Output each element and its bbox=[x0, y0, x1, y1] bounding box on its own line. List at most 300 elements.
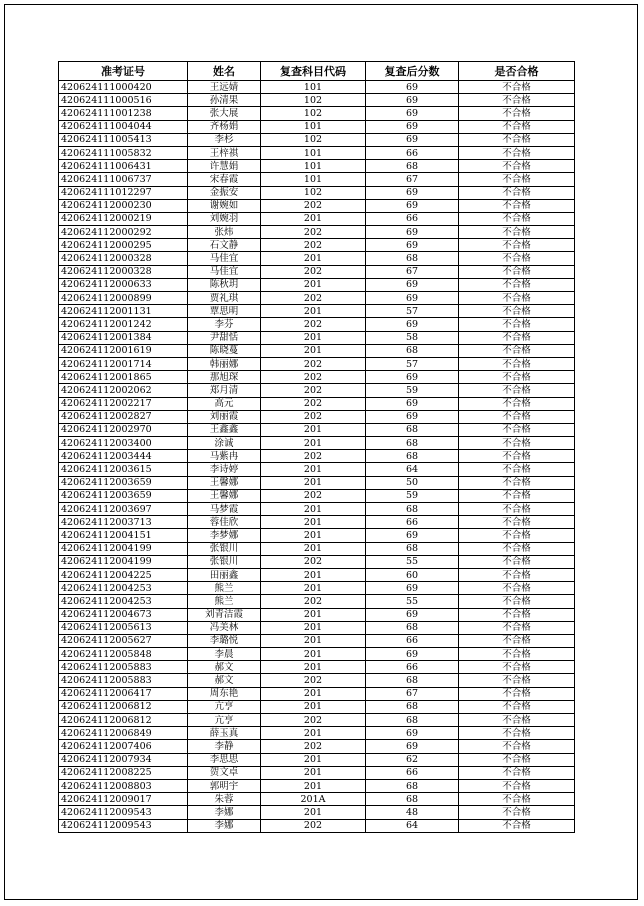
pass-status-cell: 不合格 bbox=[459, 608, 575, 621]
score-cell: 55 bbox=[366, 555, 459, 568]
score-cell: 69 bbox=[366, 371, 459, 384]
name-cell: 王馨娜 bbox=[188, 476, 261, 489]
table-row bbox=[59, 793, 575, 806]
exam-id-cell: 420624112007934 bbox=[59, 753, 188, 766]
name-cell: 涂诚 bbox=[188, 437, 261, 450]
score-cell: 66 bbox=[366, 766, 459, 779]
subject-code-cell: 202 bbox=[261, 357, 366, 370]
name-cell: 尹甜恬 bbox=[188, 331, 261, 344]
subject-code-cell: 201 bbox=[261, 582, 366, 595]
score-cell: 48 bbox=[366, 806, 459, 819]
table-row bbox=[59, 806, 575, 819]
score-cell: 55 bbox=[366, 595, 459, 608]
pass-status-cell: 不合格 bbox=[459, 371, 575, 384]
pass-status-cell: 不合格 bbox=[459, 582, 575, 595]
header-name: 姓名 bbox=[188, 62, 261, 81]
name-cell: 张炜 bbox=[188, 226, 261, 239]
pass-status-cell: 不合格 bbox=[459, 252, 575, 265]
subject-code-cell: 201 bbox=[261, 252, 366, 265]
subject-code-cell: 201 bbox=[261, 621, 366, 634]
pass-status-cell: 不合格 bbox=[459, 146, 575, 159]
table-row bbox=[59, 648, 575, 661]
exam-id-cell: 420624112000230 bbox=[59, 199, 188, 212]
name-cell: 亢亨 bbox=[188, 700, 261, 713]
subject-code-cell: 201 bbox=[261, 634, 366, 647]
name-cell: 李梦娜 bbox=[188, 529, 261, 542]
subject-code-cell: 202 bbox=[261, 674, 366, 687]
subject-code-cell: 202 bbox=[261, 384, 366, 397]
name-cell: 李思思 bbox=[188, 753, 261, 766]
exam-id-cell: 420624112004199 bbox=[59, 555, 188, 568]
exam-id-cell: 420624112004225 bbox=[59, 568, 188, 581]
exam-id-cell: 420624112004199 bbox=[59, 542, 188, 555]
subject-code-cell: 201 bbox=[261, 503, 366, 516]
exam-id-cell: 420624112006812 bbox=[59, 700, 188, 713]
subject-code-cell: 201 bbox=[261, 753, 366, 766]
score-cell: 69 bbox=[366, 81, 459, 94]
pass-status-cell: 不合格 bbox=[459, 173, 575, 186]
name-cell: 金振安 bbox=[188, 186, 261, 199]
exam-id-cell: 420624112001384 bbox=[59, 331, 188, 344]
score-cell: 69 bbox=[366, 226, 459, 239]
table-row bbox=[59, 450, 575, 463]
name-cell: 陈晓蔓 bbox=[188, 344, 261, 357]
exam-id-cell: 420624112003659 bbox=[59, 489, 188, 502]
name-cell: 谢婉如 bbox=[188, 199, 261, 212]
subject-code-cell: 201 bbox=[261, 700, 366, 713]
score-cell: 68 bbox=[366, 674, 459, 687]
pass-status-cell: 不合格 bbox=[459, 503, 575, 516]
table-row bbox=[59, 252, 575, 265]
subject-code-cell: 201 bbox=[261, 423, 366, 436]
name-cell: 熊兰 bbox=[188, 595, 261, 608]
pass-status-cell: 不合格 bbox=[459, 542, 575, 555]
table-row bbox=[59, 173, 575, 186]
exam-id-cell: 420624112002062 bbox=[59, 384, 188, 397]
header-exam-id: 准考证号 bbox=[59, 62, 188, 81]
score-cell: 68 bbox=[366, 503, 459, 516]
subject-code-cell: 201 bbox=[261, 648, 366, 661]
score-cell: 59 bbox=[366, 489, 459, 502]
name-cell: 周东艳 bbox=[188, 687, 261, 700]
pass-status-cell: 不合格 bbox=[459, 212, 575, 225]
pass-status-cell: 不合格 bbox=[459, 819, 575, 832]
name-cell: 马梦霞 bbox=[188, 503, 261, 516]
pass-status-cell: 不合格 bbox=[459, 766, 575, 779]
pass-status-cell: 不合格 bbox=[459, 160, 575, 173]
subject-code-cell: 202 bbox=[261, 199, 366, 212]
subject-code-cell: 201 bbox=[261, 278, 366, 291]
table-row bbox=[59, 779, 575, 792]
name-cell: 石文静 bbox=[188, 239, 261, 252]
table-row bbox=[59, 568, 575, 581]
exam-id-cell: 420624112001714 bbox=[59, 357, 188, 370]
subject-code-cell: 201 bbox=[261, 516, 366, 529]
pass-status-cell: 不合格 bbox=[459, 81, 575, 94]
pass-status-cell: 不合格 bbox=[459, 727, 575, 740]
pass-status-cell: 不合格 bbox=[459, 568, 575, 581]
score-cell: 67 bbox=[366, 687, 459, 700]
pass-status-cell: 不合格 bbox=[459, 661, 575, 674]
name-cell: 贺文卓 bbox=[188, 766, 261, 779]
name-cell: 齐杨娟 bbox=[188, 120, 261, 133]
pass-status-cell: 不合格 bbox=[459, 806, 575, 819]
score-cell: 66 bbox=[366, 146, 459, 159]
pass-status-cell: 不合格 bbox=[459, 239, 575, 252]
table-row bbox=[59, 503, 575, 516]
score-cell: 69 bbox=[366, 107, 459, 120]
table-row bbox=[59, 133, 575, 146]
score-cell: 69 bbox=[366, 410, 459, 423]
score-cell: 64 bbox=[366, 819, 459, 832]
exam-id-cell: 420624112001242 bbox=[59, 318, 188, 331]
table-row bbox=[59, 700, 575, 713]
exam-id-cell: 420624112003615 bbox=[59, 463, 188, 476]
pass-status-cell: 不合格 bbox=[459, 199, 575, 212]
subject-code-cell: 101 bbox=[261, 81, 366, 94]
subject-code-cell: 101 bbox=[261, 160, 366, 173]
pass-status-cell: 不合格 bbox=[459, 674, 575, 687]
exam-id-cell: 420624112005883 bbox=[59, 674, 188, 687]
exam-id-cell: 420624112001619 bbox=[59, 344, 188, 357]
score-cell: 66 bbox=[366, 661, 459, 674]
subject-code-cell: 201 bbox=[261, 727, 366, 740]
header-pass-status: 是否合格 bbox=[459, 62, 575, 81]
name-cell: 刘婉羽 bbox=[188, 212, 261, 225]
score-cell: 62 bbox=[366, 753, 459, 766]
table-row bbox=[59, 621, 575, 634]
header-score: 复查后分数 bbox=[366, 62, 459, 81]
table-row bbox=[59, 687, 575, 700]
subject-code-cell: 202 bbox=[261, 740, 366, 753]
name-cell: 刘青洁霞 bbox=[188, 608, 261, 621]
table-row bbox=[59, 212, 575, 225]
name-cell: 亢亨 bbox=[188, 714, 261, 727]
pass-status-cell: 不合格 bbox=[459, 292, 575, 305]
subject-code-cell: 102 bbox=[261, 186, 366, 199]
exam-id-cell: 420624111000420 bbox=[59, 81, 188, 94]
pass-status-cell: 不合格 bbox=[459, 476, 575, 489]
score-cell: 68 bbox=[366, 450, 459, 463]
name-cell: 郝文 bbox=[188, 661, 261, 674]
table-row bbox=[59, 305, 575, 318]
subject-code-cell: 201 bbox=[261, 476, 366, 489]
pass-status-cell: 不合格 bbox=[459, 120, 575, 133]
exam-id-cell: 420624112006849 bbox=[59, 727, 188, 740]
exam-id-cell: 420624112005883 bbox=[59, 661, 188, 674]
pass-status-cell: 不合格 bbox=[459, 450, 575, 463]
exam-id-cell: 420624112002217 bbox=[59, 397, 188, 410]
subject-code-cell: 201 bbox=[261, 806, 366, 819]
name-cell: 贾礼琪 bbox=[188, 292, 261, 305]
score-cell: 69 bbox=[366, 648, 459, 661]
subject-code-cell: 202 bbox=[261, 489, 366, 502]
table-row bbox=[59, 186, 575, 199]
score-cell: 67 bbox=[366, 173, 459, 186]
table-row bbox=[59, 423, 575, 436]
name-cell: 熊兰 bbox=[188, 582, 261, 595]
table-row bbox=[59, 740, 575, 753]
table-row bbox=[59, 318, 575, 331]
subject-code-cell: 202 bbox=[261, 714, 366, 727]
name-cell: 张银川 bbox=[188, 542, 261, 555]
name-cell: 朱蓉 bbox=[188, 793, 261, 806]
score-cell: 66 bbox=[366, 212, 459, 225]
score-cell: 68 bbox=[366, 437, 459, 450]
pass-status-cell: 不合格 bbox=[459, 489, 575, 502]
score-cell: 50 bbox=[366, 476, 459, 489]
score-cell: 69 bbox=[366, 133, 459, 146]
name-cell: 高元 bbox=[188, 397, 261, 410]
name-cell: 马紫冉 bbox=[188, 450, 261, 463]
exam-id-cell: 420624112000219 bbox=[59, 212, 188, 225]
pass-status-cell: 不合格 bbox=[459, 397, 575, 410]
table-row bbox=[59, 714, 575, 727]
score-cell: 64 bbox=[366, 463, 459, 476]
name-cell: 刘丽霞 bbox=[188, 410, 261, 423]
table-row bbox=[59, 463, 575, 476]
subject-code-cell: 102 bbox=[261, 133, 366, 146]
subject-code-cell: 101 bbox=[261, 120, 366, 133]
exam-id-cell: 420624111001238 bbox=[59, 107, 188, 120]
table-row bbox=[59, 542, 575, 555]
table-row bbox=[59, 489, 575, 502]
subject-code-cell: 201 bbox=[261, 529, 366, 542]
exam-id-cell: 420624112006417 bbox=[59, 687, 188, 700]
exam-id-cell: 420624111005832 bbox=[59, 146, 188, 159]
exam-id-cell: 420624111004044 bbox=[59, 120, 188, 133]
name-cell: 王梓祺 bbox=[188, 146, 261, 159]
score-cell: 66 bbox=[366, 634, 459, 647]
table-row bbox=[59, 292, 575, 305]
subject-code-cell: 101 bbox=[261, 146, 366, 159]
name-cell: 李芬 bbox=[188, 318, 261, 331]
name-cell: 李娜 bbox=[188, 806, 261, 819]
score-cell: 69 bbox=[366, 120, 459, 133]
table-row bbox=[59, 397, 575, 410]
exam-id-cell: 420624112002827 bbox=[59, 410, 188, 423]
subject-code-cell: 201 bbox=[261, 568, 366, 581]
table-row bbox=[59, 608, 575, 621]
score-cell: 69 bbox=[366, 397, 459, 410]
table-row bbox=[59, 146, 575, 159]
exam-id-cell: 420624112009017 bbox=[59, 793, 188, 806]
table-row bbox=[59, 595, 575, 608]
score-cell: 68 bbox=[366, 779, 459, 792]
exam-id-cell: 420624112000899 bbox=[59, 292, 188, 305]
pass-status-cell: 不合格 bbox=[459, 700, 575, 713]
exam-id-cell: 420624111000516 bbox=[59, 94, 188, 107]
pass-status-cell: 不合格 bbox=[459, 753, 575, 766]
pass-status-cell: 不合格 bbox=[459, 357, 575, 370]
name-cell: 李杉 bbox=[188, 133, 261, 146]
exam-id-cell: 420624112000292 bbox=[59, 226, 188, 239]
table-row bbox=[59, 516, 575, 529]
subject-code-cell: 202 bbox=[261, 410, 366, 423]
score-cell: 69 bbox=[366, 529, 459, 542]
name-cell: 李诗婷 bbox=[188, 463, 261, 476]
pass-status-cell: 不合格 bbox=[459, 186, 575, 199]
exam-id-cell: 420624112000328 bbox=[59, 265, 188, 278]
table-row bbox=[59, 384, 575, 397]
score-cell: 68 bbox=[366, 793, 459, 806]
score-cell: 69 bbox=[366, 582, 459, 595]
pass-status-cell: 不合格 bbox=[459, 305, 575, 318]
exam-id-cell: 420624112003697 bbox=[59, 503, 188, 516]
name-cell: 李璐悦 bbox=[188, 634, 261, 647]
score-cell: 68 bbox=[366, 542, 459, 555]
pass-status-cell: 不合格 bbox=[459, 740, 575, 753]
exam-id-cell: 420624112005613 bbox=[59, 621, 188, 634]
table-row bbox=[59, 476, 575, 489]
score-cell: 69 bbox=[366, 608, 459, 621]
table-row bbox=[59, 410, 575, 423]
table-row bbox=[59, 226, 575, 239]
name-cell: 韩丽娜 bbox=[188, 357, 261, 370]
exam-id-cell: 420624112000295 bbox=[59, 239, 188, 252]
header-subject-code: 复查科目代码 bbox=[261, 62, 366, 81]
table-row bbox=[59, 357, 575, 370]
score-cell: 68 bbox=[366, 423, 459, 436]
subject-code-cell: 202 bbox=[261, 239, 366, 252]
subject-code-cell: 202 bbox=[261, 265, 366, 278]
name-cell: 李静 bbox=[188, 740, 261, 753]
subject-code-cell: 202 bbox=[261, 318, 366, 331]
name-cell: 王鑫鑫 bbox=[188, 423, 261, 436]
pass-status-cell: 不合格 bbox=[459, 423, 575, 436]
score-cell: 66 bbox=[366, 516, 459, 529]
pass-status-cell: 不合格 bbox=[459, 107, 575, 120]
table-row bbox=[59, 766, 575, 779]
table-body bbox=[59, 81, 575, 833]
subject-code-cell: 201 bbox=[261, 779, 366, 792]
name-cell: 郭明宇 bbox=[188, 779, 261, 792]
score-cell: 69 bbox=[366, 292, 459, 305]
score-cell: 60 bbox=[366, 568, 459, 581]
table-row bbox=[59, 331, 575, 344]
pass-status-cell: 不合格 bbox=[459, 133, 575, 146]
subject-code-cell: 201 bbox=[261, 305, 366, 318]
score-cell: 58 bbox=[366, 331, 459, 344]
subject-code-cell: 202 bbox=[261, 819, 366, 832]
subject-code-cell: 202 bbox=[261, 555, 366, 568]
table-row bbox=[59, 81, 575, 94]
exam-id-cell: 420624111006737 bbox=[59, 173, 188, 186]
header-row bbox=[59, 62, 575, 81]
score-cell: 68 bbox=[366, 252, 459, 265]
table-row bbox=[59, 753, 575, 766]
exam-id-cell: 420624111006431 bbox=[59, 160, 188, 173]
exam-id-cell: 420624111012297 bbox=[59, 186, 188, 199]
subject-code-cell: 201A bbox=[261, 793, 366, 806]
table-row bbox=[59, 120, 575, 133]
exam-id-cell: 420624112002970 bbox=[59, 423, 188, 436]
exam-id-cell: 420624112009543 bbox=[59, 806, 188, 819]
results-table bbox=[58, 61, 575, 833]
exam-id-cell: 420624112001131 bbox=[59, 305, 188, 318]
table-row bbox=[59, 529, 575, 542]
pass-status-cell: 不合格 bbox=[459, 437, 575, 450]
table-row bbox=[59, 634, 575, 647]
exam-id-cell: 420624112001865 bbox=[59, 371, 188, 384]
table-row bbox=[59, 555, 575, 568]
subject-code-cell: 202 bbox=[261, 292, 366, 305]
subject-code-cell: 201 bbox=[261, 344, 366, 357]
table-row bbox=[59, 661, 575, 674]
exam-id-cell: 420624112007406 bbox=[59, 740, 188, 753]
exam-id-cell: 420624112003713 bbox=[59, 516, 188, 529]
exam-id-cell: 420624112006812 bbox=[59, 714, 188, 727]
score-cell: 68 bbox=[366, 714, 459, 727]
score-cell: 57 bbox=[366, 305, 459, 318]
pass-status-cell: 不合格 bbox=[459, 265, 575, 278]
exam-id-cell: 420624112004253 bbox=[59, 595, 188, 608]
pass-status-cell: 不合格 bbox=[459, 529, 575, 542]
pass-status-cell: 不合格 bbox=[459, 384, 575, 397]
pass-status-cell: 不合格 bbox=[459, 621, 575, 634]
table-row bbox=[59, 107, 575, 120]
name-cell: 许慧娟 bbox=[188, 160, 261, 173]
name-cell: 郝文 bbox=[188, 674, 261, 687]
pass-status-cell: 不合格 bbox=[459, 779, 575, 792]
subject-code-cell: 201 bbox=[261, 463, 366, 476]
score-cell: 69 bbox=[366, 278, 459, 291]
exam-id-cell: 420624112003400 bbox=[59, 437, 188, 450]
name-cell: 王远婧 bbox=[188, 81, 261, 94]
pass-status-cell: 不合格 bbox=[459, 331, 575, 344]
name-cell: 那旭琛 bbox=[188, 371, 261, 384]
table-row bbox=[59, 674, 575, 687]
name-cell: 李娜 bbox=[188, 819, 261, 832]
score-cell: 68 bbox=[366, 700, 459, 713]
name-cell: 张银川 bbox=[188, 555, 261, 568]
exam-id-cell: 420624112000633 bbox=[59, 278, 188, 291]
exam-id-cell: 420624112009543 bbox=[59, 819, 188, 832]
table-row bbox=[59, 727, 575, 740]
table-row bbox=[59, 582, 575, 595]
pass-status-cell: 不合格 bbox=[459, 648, 575, 661]
name-cell: 宋春霞 bbox=[188, 173, 261, 186]
score-cell: 68 bbox=[366, 160, 459, 173]
table-row bbox=[59, 819, 575, 832]
score-cell: 67 bbox=[366, 265, 459, 278]
pass-status-cell: 不合格 bbox=[459, 94, 575, 107]
name-cell: 冯美林 bbox=[188, 621, 261, 634]
subject-code-cell: 201 bbox=[261, 766, 366, 779]
name-cell: 孙清果 bbox=[188, 94, 261, 107]
table-row bbox=[59, 160, 575, 173]
pass-status-cell: 不合格 bbox=[459, 687, 575, 700]
score-cell: 59 bbox=[366, 384, 459, 397]
name-cell: 李晨 bbox=[188, 648, 261, 661]
table-row bbox=[59, 94, 575, 107]
score-cell: 69 bbox=[366, 727, 459, 740]
score-cell: 68 bbox=[366, 621, 459, 634]
subject-code-cell: 202 bbox=[261, 450, 366, 463]
name-cell: 覃思明 bbox=[188, 305, 261, 318]
score-cell: 69 bbox=[366, 186, 459, 199]
pass-status-cell: 不合格 bbox=[459, 344, 575, 357]
subject-code-cell: 101 bbox=[261, 173, 366, 186]
score-cell: 69 bbox=[366, 94, 459, 107]
pass-status-cell: 不合格 bbox=[459, 318, 575, 331]
exam-id-cell: 420624112000328 bbox=[59, 252, 188, 265]
subject-code-cell: 201 bbox=[261, 661, 366, 674]
name-cell: 马佳宜 bbox=[188, 265, 261, 278]
name-cell: 田丽鑫 bbox=[188, 568, 261, 581]
pass-status-cell: 不合格 bbox=[459, 793, 575, 806]
pass-status-cell: 不合格 bbox=[459, 595, 575, 608]
